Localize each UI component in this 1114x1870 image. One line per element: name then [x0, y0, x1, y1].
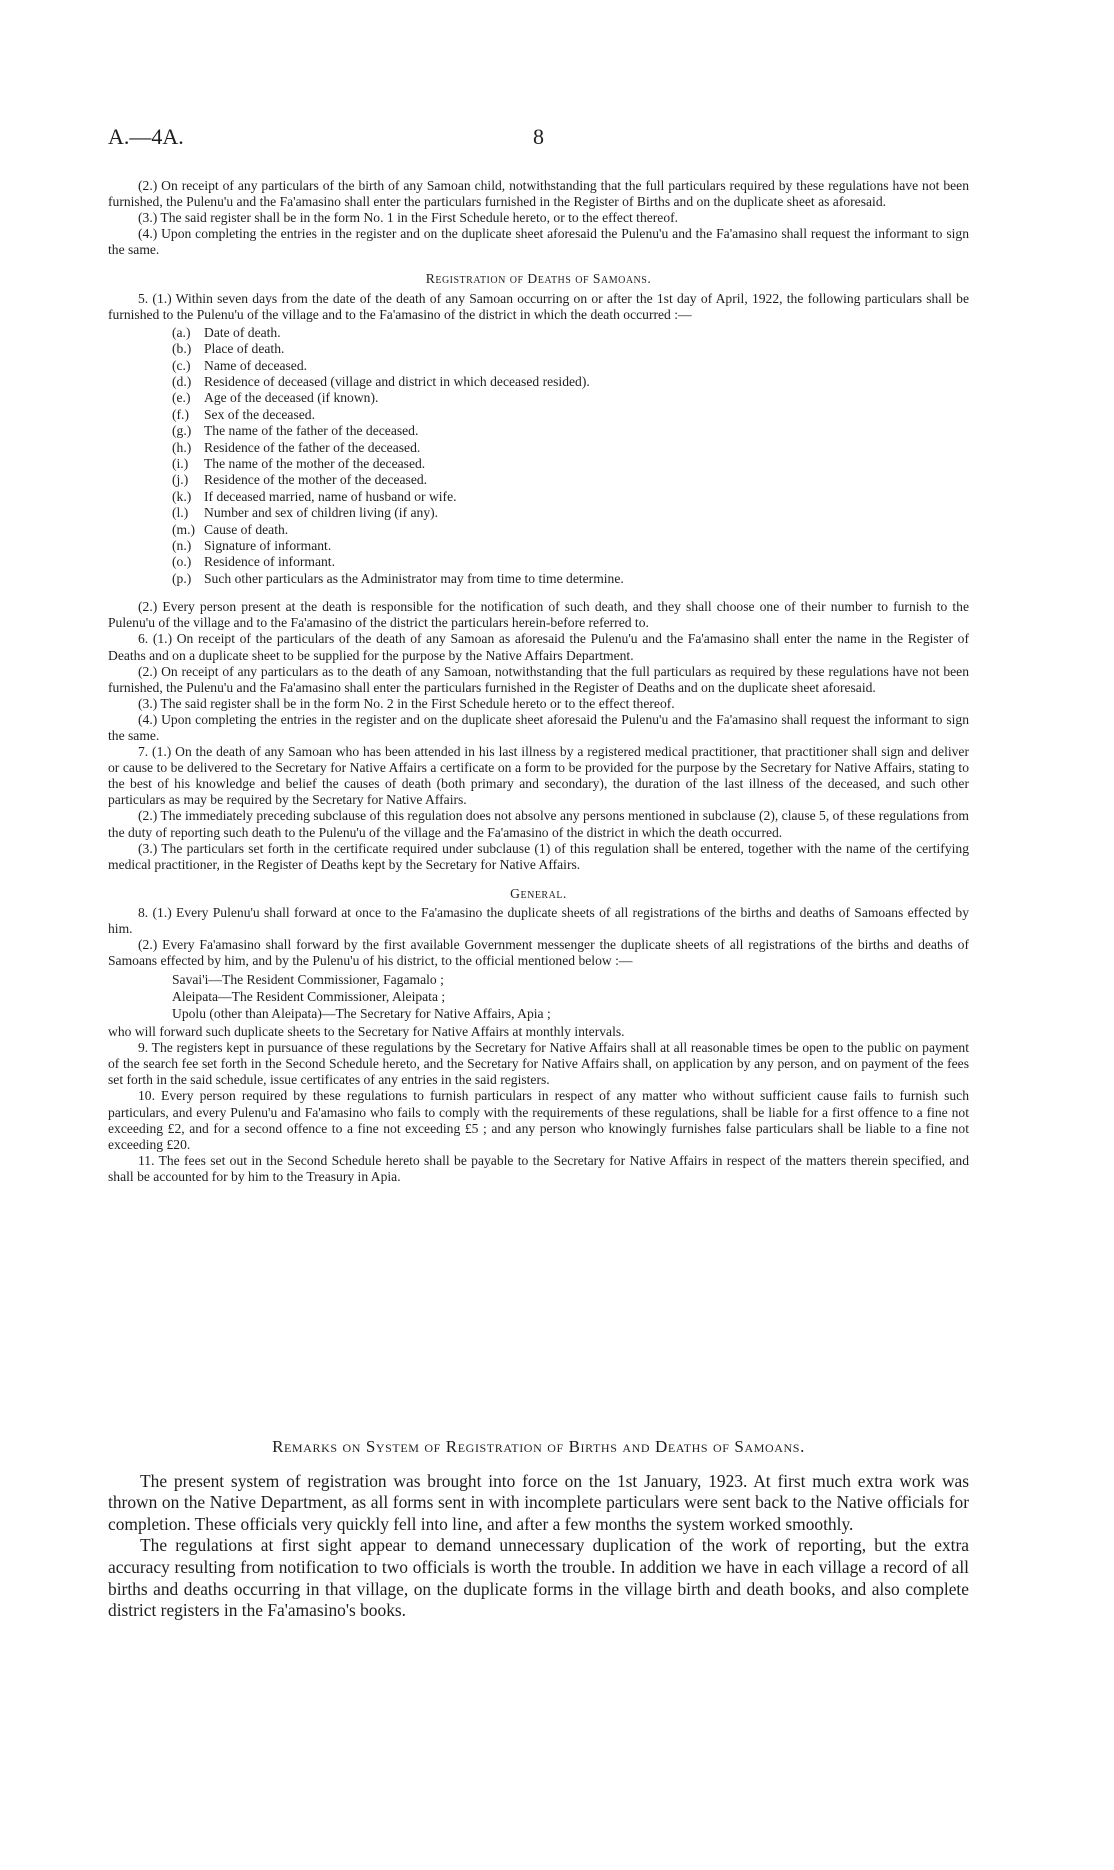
remarks-section [108, 1436, 969, 1622]
item-text: Cause of death. [204, 521, 289, 537]
paragraph: who will forward such duplicate sheets to the Secretary for Native Affairs at monthly intervals. [108, 1024, 625, 1040]
item-text: Residence of deceased (village and district in which deceased resided). [204, 373, 590, 389]
item-text: Such other particulars as the Administrator may from time to time determine. [204, 570, 624, 586]
item-label: (k.) [172, 488, 192, 504]
paragraph: (4.) Upon completing the entries in the register and on the duplicate sheet aforesaid the Pulenu'u and the Fa'amasino shall request the informant to sign the same. [108, 226, 969, 258]
paragraph: (2.) Every Fa'amasino shall forward by the first available Government messenger the duplicate sheets of all registrations of the births and deaths of Samoans effected by him, and by the Pulenu'u of his district, to the official mentioned below :— [108, 937, 969, 969]
paragraph: (2.) Every person present at the death is responsible for the notification of such death, and they shall choose one of their number to furnish to the Pulenu'u of the village and to the Fa'amasino of the district the particulars herein-before referred to. [108, 599, 969, 631]
item-text: The name of the mother of the deceased. [204, 456, 426, 471]
list-item [172, 407, 969, 423]
item-text: Residence of the father of the deceased. [204, 439, 421, 455]
item-label: (c.) [172, 357, 191, 373]
section-heading-general: General. [510, 885, 567, 901]
paragraph: 7. (1.) On the death of any Samoan who has been attended in his last illness by a registered medical practitioner, that practitioner shall sign and deliver or cause to be delivered to the Secretary for Native Affairs a certificate on a form to be provided for the purpose by the Secretary for Native Affairs, stating to the best of his knowledge and belief the causes of death (both primary and secondary), the duration of the last illness of the deceased, and such other particulars as may be required by the Secretary for Native Affairs. [108, 744, 969, 808]
item-text: Age of the deceased (if known). [204, 390, 379, 406]
paragraph: 6. (1.) On receipt of the particulars of the death of any Samoan as aforesaid the Pulenu'u and the Fa'amasino shall enter the name in the Register of Deaths and on a duplicate sheet to be supplied for the purpose by the Native Affairs Department. [108, 631, 969, 663]
item-label: (m.) [172, 521, 196, 537]
remarks-heading: Remarks on System of Registration of Births and Deaths of Samoans. [272, 1437, 805, 1456]
item-text: Signature of informant. [204, 538, 332, 554]
item-text: Date of death. [204, 324, 281, 340]
section-heading-deaths: Registration of Deaths of Samoans. [425, 271, 652, 287]
item-label: (i.) [172, 456, 189, 471]
item-label: (a.) [172, 324, 191, 340]
item-text: Name of deceased. [204, 357, 308, 373]
paragraph: 9. The registers kept in pursuance of these regulations by the Secretary for Native Affairs shall at all reasonable times be open to the public on payment of the search fee set forth in the Second Schedule hereto, and the Secretary for Native Affairs shall, on application by any person, and on payment of the fees set forth in the said schedule, issue certificates of any entries in the said registers. [108, 1040, 969, 1088]
paragraph: 5. (1.) Within seven days from the date of the death of any Samoan occurring on or after the 1st day of April, 1922, the following particulars shall be furnished to the Pulenu'u of the village and to the Fa'amasino of the district in which the death occurred :— [108, 290, 969, 322]
list-item [172, 472, 969, 488]
item-label: (p.) [172, 570, 192, 586]
item-text: Residence of the mother of the deceased. [204, 472, 428, 488]
list-item [172, 358, 969, 374]
item-label: (e.) [172, 390, 191, 406]
paragraph: (4.) Upon completing the entries in the register and on the duplicate sheet aforesaid the Pulenu'u and the Fa'amasino shall request the informant to sign the same. [108, 711, 969, 743]
item-text: If deceased married, name of husband or wife. [204, 488, 457, 504]
item-text: Place of death. [204, 341, 285, 357]
item-label: (b.) [172, 341, 192, 357]
item-label: (n.) [172, 538, 192, 554]
item-text: Residence of informant. [204, 554, 335, 570]
paragraph: (2.) On receipt of any particulars as to the death of any Samoan, notwithstanding that the full particulars as required by these regulations have not been furnished, the Pulenu'u and the Fa'amasino shall enter the particulars furnished in the Register of Deaths and on the duplicate sheet aforesaid. [108, 663, 969, 695]
particulars-list [108, 325, 969, 588]
list-item [172, 456, 969, 472]
item-label: (f.) [172, 406, 189, 422]
paragraph: (3.) The said register shall be in the form No. 2 in the First Schedule hereto or to the effect thereof. [138, 695, 675, 711]
item-label: (g.) [172, 423, 192, 439]
item-text: Number and sex of children living (if any). [204, 505, 439, 521]
item-label: (j.) [172, 472, 189, 488]
list-item [172, 440, 969, 456]
list-item: Upolu (other than Aleipata)—The Secretary for Native Affairs, Apia ; [172, 1005, 551, 1021]
list-item [172, 325, 969, 341]
paragraph: The present system of registration was brought into force on the 1st January, 1923. At first much extra work was thrown on the Native Department, as all forms sent in with incomplete particulars were sent back to the Native officials for completion. These officials very quickly fell into line, and after a few months the system worked smoothly. [108, 1470, 969, 1534]
paragraph: 8. (1.) Every Pulenu'u shall forward at once to the Fa'amasino the duplicate sheets of all registrations of the births and deaths of Samoans effected by him. [108, 904, 969, 937]
paragraph: The regulations at first sight appear to demand unnecessary duplication of the work of reporting, but the extra accuracy resulting from notification to two officials is worth the trouble. In addition we have in each village a record of all births and deaths occurring in that village, on the duplicate forms in the village birth and death books, and also complete district registers in the Fa'amasino's books. [108, 1535, 969, 1621]
list-item [172, 341, 969, 357]
list-item [172, 538, 969, 554]
item-label: (d.) [172, 373, 192, 389]
paragraph: 10. Every person required by these regulations to furnish particulars in respect of any matter who without sufficient cause fails to furnish such particulars, and every Pulenu'u and Fa'amasino who fails to comply with the requirements of these regulations, shall be liable for a first offence to a fine not exceeding £2, and for a second offence to a fine not exceeding £5 ; and any person who knowingly furnishes false particulars shall be liable to a fine not exceeding £20. [108, 1088, 969, 1152]
list-item: Savai'i—The Resident Commissioner, Fagamalo ; [172, 972, 444, 988]
paragraph: (3.) The said register shall be in the form No. 1 in the First Schedule hereto, or to the effect thereof. [138, 210, 679, 226]
document-code: A.—4A. [108, 124, 184, 149]
list-item [172, 390, 969, 406]
officials-list [108, 972, 969, 1022]
list-item [172, 571, 969, 587]
page-number: 8 [533, 124, 544, 149]
list-item [172, 374, 969, 390]
item-label: (l.) [172, 505, 189, 521]
item-label: (o.) [172, 554, 192, 570]
paragraph: (2.) The immediately preceding subclause of this regulation does not absolve any persons mentioned in subclause (2), clause 5, of these regulations from the duty of reporting such death to the Pulenu'u of the village and the Fa'amasino of the district in which the death occurred. [108, 808, 969, 840]
item-text: Sex of the deceased. [204, 406, 315, 422]
list-item [172, 423, 969, 439]
item-text: The name of the father of the deceased. [204, 423, 419, 439]
item-label: (h.) [172, 439, 192, 455]
list-item: Aleipata—The Resident Commissioner, Aleipata ; [172, 988, 446, 1004]
regulations-body [108, 178, 969, 1185]
list-item [172, 505, 969, 521]
paragraph: (3.) The particulars set forth in the certificate required under subclause (1) of this regulation shall be entered, together with the name of the certifying medical practitioner, in the Register of Deaths kept by the Secretary for Native Affairs. [108, 840, 969, 872]
list-item [172, 554, 969, 570]
list-item [172, 489, 969, 505]
paragraph: 11. The fees set out in the Second Schedule hereto shall be payable to the Secretary for Native Affairs in respect of the matters therein specified, and shall be accounted for by him to the Treasury in Apia. [108, 1152, 969, 1184]
list-item [172, 522, 969, 538]
paragraph: (2.) On receipt of any particulars of the birth of any Samoan child, notwithstanding that the full particulars required by these regulations have not been furnished, the Pulenu'u and the Fa'amasino shall enter the particulars furnished in the Register of Births and on the duplicate sheet as aforesaid. [108, 178, 969, 210]
